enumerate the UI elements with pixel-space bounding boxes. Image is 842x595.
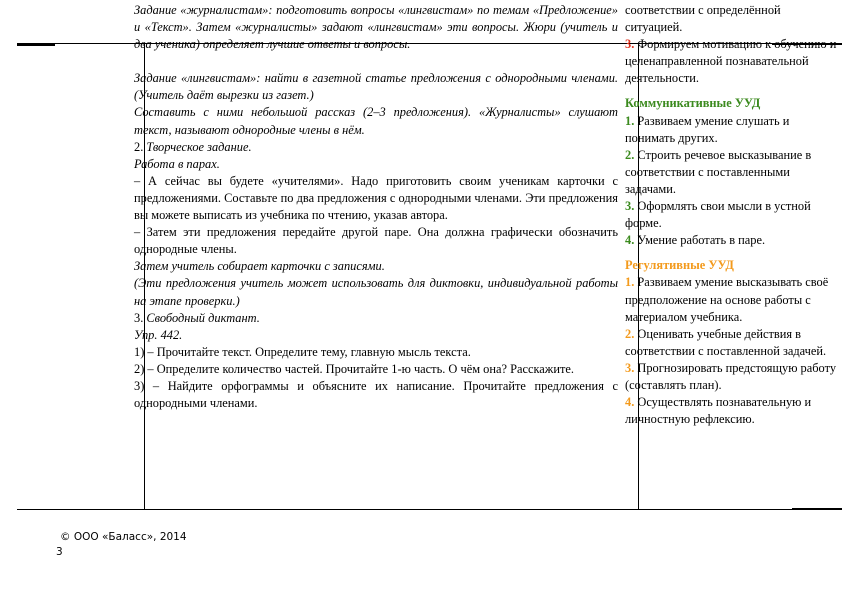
table-column-stage (17, 44, 145, 509)
uud-item: 3. Прогнозировать предстоящую работу (составлять план). (625, 360, 837, 392)
regulatory-uud-heading: Регулятивные УУД (625, 258, 734, 273)
page-number: 3 (56, 546, 63, 558)
column-bottom-rule (792, 508, 842, 510)
uud-item: 1. Развиваем умение слушать и понимать других. (625, 113, 790, 145)
teachers-instruction: – А сейчас вы будете «учителями». Надо приготовить своим ученикам карточки с предложениями. Составьте по два предложения с однородными членами. Эти предложения вы можете выписать из учебника по чтению, указав автора. (134, 173, 618, 223)
exercise-number: Упр. 442. (134, 327, 183, 342)
uud-text (625, 2, 839, 428)
uud-item: 3. Формируем мотивацию к обучению и целенаправленной познавательной деятельности. (625, 37, 837, 86)
exchange-instruction: – Затем эти предложения передайте другой паре. Она должна графически обозначить однородные члены. (134, 225, 618, 257)
uud-item: 3. Оформлять свои мысли в устной форме. (625, 199, 811, 231)
uud-item: 4. Осуществлять познавательную и личностную рефлексию. (625, 395, 812, 427)
uud-continuation: соответствии с определённой ситуацией. (625, 3, 781, 35)
question-3: 3) – Найдите орфограммы и объясните их написание. Прочитайте предложения с однородными членами. (134, 378, 618, 411)
column-top-rule (17, 44, 55, 46)
pair-work-label: Работа в парах. (134, 156, 220, 171)
linguists-task: Задание «лингвистам»: найти в газетной статье предложения с однородными членами. (Учитель даёт вырезки из газет.) (134, 71, 618, 103)
compose-story-task: Составить с ними небольшой рассказ (2–3 предложения). «Журналисты» слушают текст, называют однородные члены в нём. (134, 105, 618, 137)
copyright-footer: © ООО «Баласс», 2014 (60, 531, 187, 543)
communicative-uud-heading: Коммуникативные УУД (625, 96, 761, 111)
dictation-note: (Эти предложения учитель может использовать для диктовки, индивидуальной работы на этапе проверки.) (134, 276, 618, 308)
uud-item: 1. Развиваем умение высказывать своё предположение на основе работы с материалом учебника. (625, 275, 829, 324)
activity-text (134, 2, 618, 412)
uud-item: 2. Строить речевое высказывание в соответствии с поставленными задачами. (625, 147, 812, 196)
uud-item: 2. Оценивать учебные действия в соответствии с поставленной задачей. (625, 326, 827, 358)
question-1: 1) – Прочитайте текст. Определите тему, главную мысль текста. (134, 344, 471, 359)
journalists-task: Задание «журналистам»: подготовить вопросы «лингвистам» по темам «Предложение» и «Текст». Затем «журналисты» задают «лингвистам» эти вопросы. Жюри (учитель и два ученика) определяет лучшие ответы и вопросы. (134, 3, 618, 52)
free-dictation-heading: 3. Свободный диктант. (134, 310, 260, 325)
collect-cards-note: Затем учитель собирает карточки с записями. (134, 259, 385, 274)
uud-item: 4. Умение работать в паре. (625, 233, 766, 248)
question-2: 2) – Определите количество частей. Прочитайте 1-ю часть. О чём она? Расскажите. (134, 361, 574, 376)
creative-task-heading: 2. Творческое задание. (134, 139, 252, 154)
